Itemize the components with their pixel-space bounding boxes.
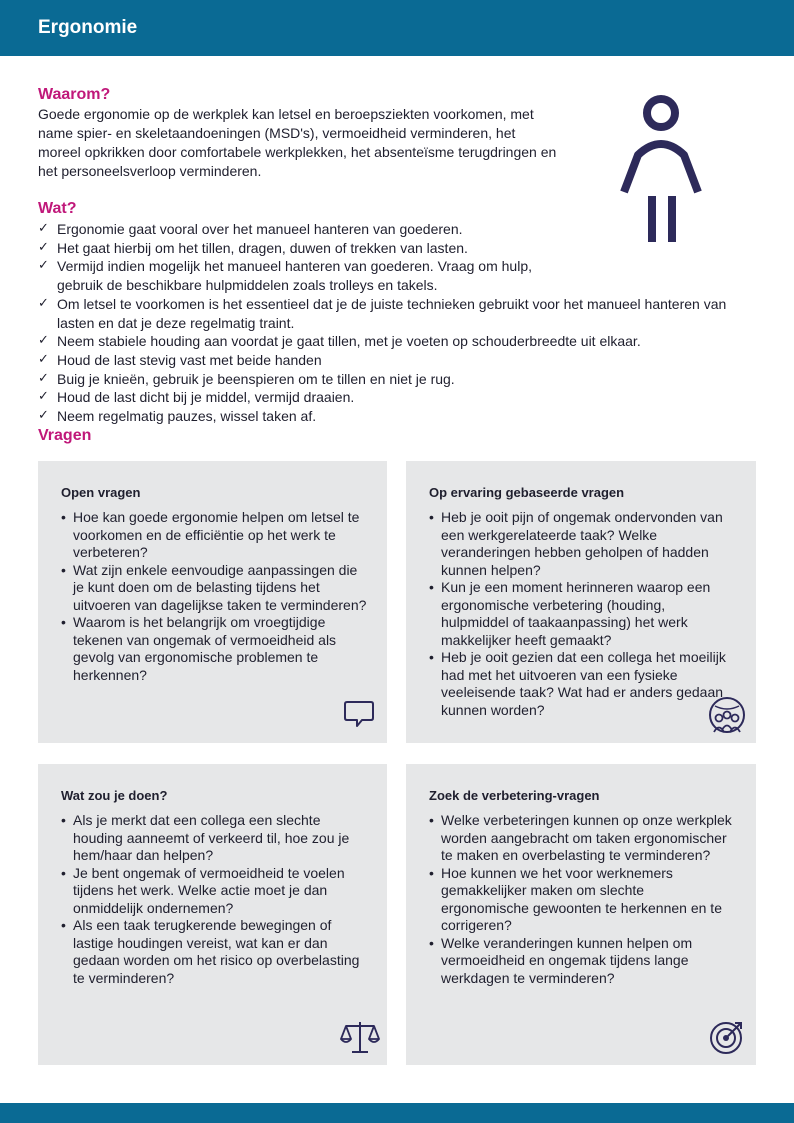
card-list [61, 812, 371, 987]
target-icon [708, 1018, 746, 1056]
list-item: ✓ Buig je knieën, gebruik je beenspieren om te tillen en niet je rug. [38, 370, 738, 389]
card-title: Op ervaring gebaseerde vragen [429, 485, 625, 500]
list-item: • Als een taak terugkerende bewegingen of lastige houdingen vereist, wat kan er dan gedaan worden om het risico op overbelasting te verminderen? [61, 917, 371, 987]
list-item: ✓ Om letsel te voorkomen is het essentieel dat je de juiste technieken gebruikt voor het manueel hanteren van lasten en dat je deze regelmatig traint. [38, 295, 738, 332]
card-list [429, 509, 734, 719]
list-item: • Heb je ooit pijn of ongemak ondervonden van een werkgerelateerde taak? Welke veranderingen hebben geholpen of hadden kunnen helpen? [429, 509, 734, 579]
list-item: • Wat zijn enkele eenvoudige aanpassingen die je kunt doen om de belasting tijdens het uitvoeren van dagelijkse taken te verminderen? [61, 562, 371, 615]
speech-bubble-icon [342, 698, 376, 732]
list-item: ✓ Ergonomie gaat vooral over het manueel hanteren van goederen. [38, 220, 738, 239]
list-item: • Welke veranderingen kunnen helpen om vermoeidheid en ongemak tijdens lange werkdagen te verminderen? [429, 935, 734, 988]
card-title: Wat zou je doen? [61, 788, 168, 803]
list-item: • Hoe kan goede ergonomie helpen om letsel te voorkomen en de efficiëntie op het werk te verbeteren? [61, 509, 371, 562]
list-item: ✓ Neem stabiele houding aan voordat je gaat tillen, met je voeten op schouderbreedte uit elkaar. [38, 332, 738, 351]
card-title: Open vragen [61, 485, 141, 500]
list-item: • Heb je ooit gezien dat een collega het moeilijk had met het uitvoeren van een fysieke veeleisende taak? Wat had er anders gedaan kunnen worden? [429, 649, 734, 719]
card-list [61, 509, 371, 684]
card-title: Zoek de verbetering-vragen [429, 788, 600, 803]
list-item: ✓ Houd de last dicht bij je middel, vermijd draaien. [38, 388, 738, 407]
list-item: • Hoe kunnen we het voor werknemers gemakkelijker maken om slechte ergonomische gewoonten te herkennen en te corrigeren? [429, 865, 734, 935]
waarom-text: Goede ergonomie op de werkplek kan letsel en beroepsziekten voorkomen, met name spier- en skeletaandoeningen (MSD's), vermoeidheid verminderen, het moreel opkrikken door comfortabele werkplekken, het absenteïsme terugdringen en het personeelsverloop verminderen. [38, 106, 557, 179]
card-list [429, 812, 734, 987]
list-item: • Je bent ongemak of vermoeidheid te voelen tijdens het werk. Welke actie moet je dan onmiddelijk ondernemen? [61, 865, 371, 918]
list-item: • Als je merkt dat een collega een slechte houding aanneemt of verkeerd til, hoe zou je hem/haar dan helpen? [61, 812, 371, 865]
card-zoek-verbetering [406, 764, 756, 1065]
header-bar [0, 0, 794, 56]
list-item: ✓ Het gaat hierbij om het tillen, dragen, duwen of trekken van lasten. [38, 239, 738, 258]
scales-icon [340, 1019, 380, 1055]
page-title: Ergonomie [38, 17, 138, 38]
card-ervaring-vragen [406, 461, 756, 743]
wat-list [38, 220, 738, 426]
wat-heading: Wat? [38, 200, 77, 217]
waarom-heading: Waarom? [38, 86, 111, 103]
card-wat-zou-je-doen [38, 764, 387, 1065]
list-item: • Welke verbeteringen kunnen op onze werkplek worden aangebracht om taken ergonomischer te maken en overbelasting te verminderen? [429, 812, 734, 865]
team-globe-icon [706, 694, 748, 736]
list-item: ✓ Vermijd indien mogelijk het manueel hanteren van goederen. Vraag om hulp, gebruik de beschikbare hulpmiddelen zoals trolleys en takels. [38, 257, 568, 294]
card-open-vragen [38, 461, 387, 743]
list-item: • Kun je een moment herinneren waarop een ergonomische verbetering (houding, hulpmiddel of taakaanpassing) het werk makkelijker heeft gemaakt? [429, 579, 734, 649]
list-item: ✓ Houd de last stevig vast met beide handen [38, 351, 738, 370]
footer-bar [0, 1103, 794, 1123]
list-item: • Waarom is het belangrijk om vroegtijdige tekenen van ongemak of vermoeidheid als gevolg van ergonomische problemen te herkennen? [61, 614, 371, 684]
list-item: ✓ Neem regelmatig pauzes, wissel taken af. [38, 407, 738, 426]
vragen-heading: Vragen [38, 427, 92, 444]
